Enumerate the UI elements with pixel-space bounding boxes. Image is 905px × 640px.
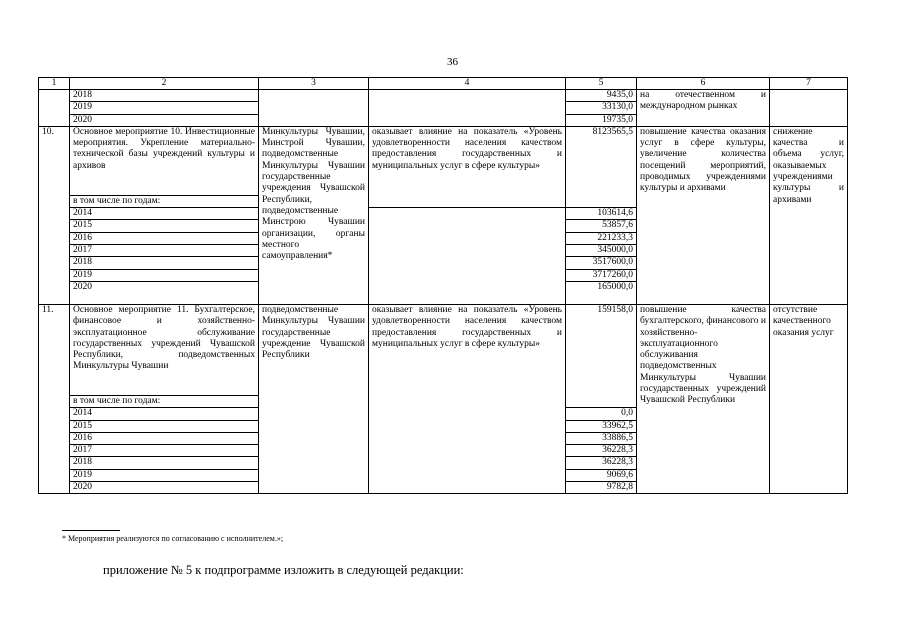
year-cell: 2019 <box>70 469 259 481</box>
year-cell: 2019 <box>70 102 259 114</box>
year-cell: 2020 <box>70 281 259 304</box>
year-cell: 2017 <box>70 445 259 457</box>
risk-cell: отсутствие качественного оказания услуг <box>770 304 848 493</box>
table-row <box>39 126 848 195</box>
total-value: 159158,0 <box>566 304 637 395</box>
year-cell: 2018 <box>70 90 259 102</box>
year-cell: 2018 <box>70 457 259 469</box>
year-cell: 2020 <box>70 114 259 126</box>
header-row <box>39 78 848 90</box>
value-cell: 3717260,0 <box>566 269 637 281</box>
value-cell: 9435,0 <box>566 90 637 102</box>
row-number: 11. <box>39 304 70 493</box>
by-years-label: в том числе по годам: <box>70 195 259 207</box>
result-cell: повышение качества бухгалтерского, финансового и хозяйственно-эксплуатационного обслуживания подведомственных Минкультуры Чувашии государственных учреждений Чувашской Республики <box>637 304 770 493</box>
influence-cell: оказывает влияние на показатель «Уровень удовлетворенности населения качеством предоставления государственных и муниципальных услуг в сфере культуры» <box>369 126 566 207</box>
year-cell: 2016 <box>70 232 259 244</box>
year-cell: 2018 <box>70 257 259 269</box>
value-cell: 221233,3 <box>566 232 637 244</box>
table-row <box>39 304 848 395</box>
header-cell: 3 <box>259 78 369 90</box>
header-cell: 1 <box>39 78 70 90</box>
value-cell: 9069,6 <box>566 469 637 481</box>
value-cell: 19735,0 <box>566 114 637 126</box>
table-row <box>39 90 848 102</box>
value-cell: 103614,6 <box>566 208 637 220</box>
result-cell: повышение качества оказания услуг в сфере культуры, увеличение количества посещений мероприятий, проводимых учреждениями культуры и архивами <box>637 126 770 304</box>
body-paragraph: приложение № 5 к подпрограмме изложить в следующей редакции: <box>103 563 464 577</box>
risk-cell: снижение качества и объема услуг, оказываемых учреждениями культуры и архивами <box>770 126 848 304</box>
year-cell: 2016 <box>70 432 259 444</box>
year-cell: 2020 <box>70 482 259 494</box>
header-cell: 6 <box>637 78 770 90</box>
value-cell: 0,0 <box>566 408 637 420</box>
value-cell: 36228,3 <box>566 457 637 469</box>
value-cell: 33130,0 <box>566 102 637 114</box>
by-years-label: в том числе по годам: <box>70 395 259 407</box>
year-cell: 2014 <box>70 208 259 220</box>
year-cell: 2015 <box>70 220 259 232</box>
activity-title: Основное мероприятие 11. Бухгалтерское, финансовое и хозяйственно-эксплуатационное обслуживание государственных учреждений Чувашской Республики, подведомственных Минкультуры Чувашии <box>70 304 259 395</box>
value-cell: 33886,5 <box>566 432 637 444</box>
value-cell: 165000,0 <box>566 281 637 304</box>
header-cell: 7 <box>770 78 848 90</box>
footnote: * Мероприятия реализуются по согласованию с исполнителем.»; <box>62 534 284 543</box>
activities-table <box>38 77 848 494</box>
page-number: 36 <box>447 56 458 68</box>
value-cell: 9782,8 <box>566 482 637 494</box>
influence-cell: оказывает влияние на показатель «Уровень удовлетворенности населения качеством предоставления государственных и муниципальных услуг в сфере культуры» <box>369 304 566 493</box>
year-cell: 2014 <box>70 408 259 420</box>
value-cell: 36228,3 <box>566 445 637 457</box>
year-cell: 2017 <box>70 245 259 257</box>
row-number: 10. <box>39 126 70 304</box>
footnote-divider <box>62 530 120 531</box>
executor-cell: подведомственные Минкультуры Чувашии государственные учреждение Чувашской Республики <box>259 304 369 493</box>
value-cell: 53857,6 <box>566 220 637 232</box>
header-cell: 4 <box>369 78 566 90</box>
executor-cell: Минкультуры Чувашии, Минстрой Чувашии, подведомственные Минкультуры Чувашии государственные учреждения Чувашской Республики, подведомственные Минстрою Чувашии организации, органы местного самоуправления* <box>259 126 369 304</box>
header-cell: 2 <box>70 78 259 90</box>
year-cell: 2019 <box>70 269 259 281</box>
value-cell: 3517600,0 <box>566 257 637 269</box>
total-value: 8123565,5 <box>566 126 637 195</box>
year-cell: 2015 <box>70 420 259 432</box>
value-cell: 33962,5 <box>566 420 637 432</box>
result-cell: на отечественном и международном рынках <box>637 90 770 127</box>
header-cell: 5 <box>566 78 637 90</box>
activity-title: Основное мероприятие 10. Инвестиционные мероприятия. Укрепление материально-технической базы учреждений культуры и архивов <box>70 126 259 195</box>
value-cell: 345000,0 <box>566 245 637 257</box>
